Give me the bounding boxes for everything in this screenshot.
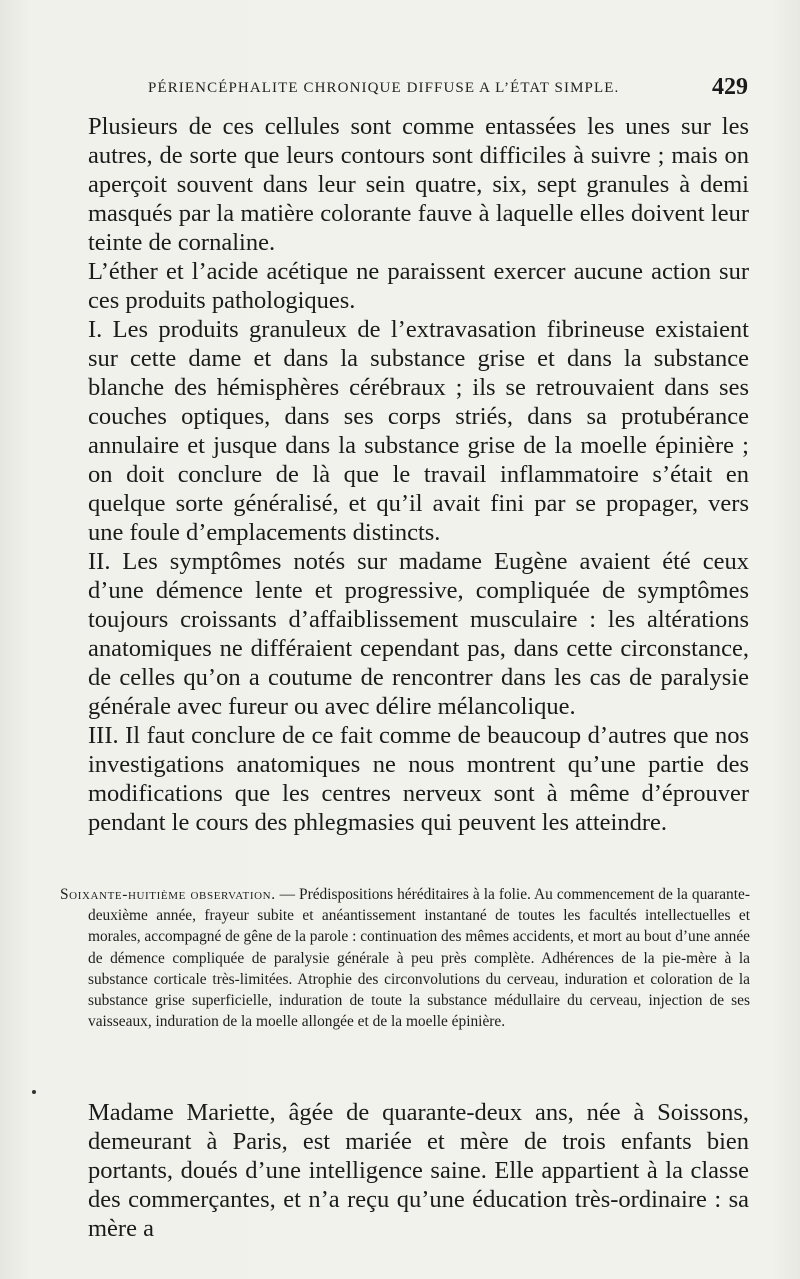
paragraph-3: I. Les produits granuleux de l’extravasation fibrineuse existaient sur cette dame et dans la substance grise et dans la substance blanche des hémisphères cérébraux ; ils se retrouvaient dans ses couches optiques, dans ses corps striés, dans sa protubérance annulaire et jusque dans la substance grise de la moelle épinière ; on doit conclure de là que le travail inflammatoire s’était en quelque sorte généralisé, et qu’il avait fini par se propager, vers une foule d’emplacements distincts.: [88, 316, 749, 546]
observation-summary: [60, 884, 750, 1032]
paragraph-1: Plusieurs de ces cellules sont comme entassées les unes sur les autres, de sorte que leurs contours sont difficiles à suivre ; mais on aperçoit souvent dans leur sein quatre, six, sept granules à demi masqués par la matière colorante fauve à laquelle elles doivent leur teinte de cornaline.: [88, 113, 749, 256]
paragraph-5: III. Il faut conclure de ce fait comme de beaucoup d’autres que nos investigations anatomiques ne nous montrent qu’une partie des modifications que les centres nerveux sont à même d’éprouver pendant le cours des phlegmasies qui peuvent les atteindre.: [88, 722, 749, 836]
main-text: [88, 112, 749, 837]
observation-heading: Soixante-huitième observation.: [60, 886, 276, 903]
running-title: PÉRIENCÉPHALITE CHRONIQUE DIFFUSE A L’ÉTAT SIMPLE.: [148, 80, 620, 96]
paragraph-2: L’éther et l’acide acétique ne paraissent exercer aucune action sur ces produits pathologiques.: [88, 258, 749, 314]
page-header: [148, 76, 748, 102]
observation-text: — Prédispositions héréditaires à la folie. Au commencement de la quarante-deuxième année, frayeur subite et anéantissement instantané de toutes les facultés intellectuelles et morales, accompagné de gêne de la parole : continuation des mêmes accidents, et mort au bout d’une année de démence compliquée de paralysie générale à peu près complète. Adhérences de la pie-mère à la substance corticale très-limitées. Atrophie des circonvolutions du cerveau, induration et coloration de la substance grise superficielle, induration de toute la substance médullaire du cerveau, injection de ses vaisseaux, induration de la moelle allongée et de la moelle épinière.: [88, 886, 750, 1031]
continuation-text: [88, 1098, 749, 1243]
paragraph-4: II. Les symptômes notés sur madame Eugène avaient été ceux d’une démence lente et progressive, compliquée de symptômes toujours croissants d’affaiblissement musculaire : les altérations anatomiques ne différaient cependant pas, dans cette circonstance, de celles qu’on a coutume de rencontrer dans les cas de paralysie générale avec fureur ou avec délire mélancolique.: [88, 548, 749, 720]
observation-paragraph: [60, 884, 750, 1032]
page-number: 429: [712, 74, 748, 100]
final-paragraph: Madame Mariette, âgée de quarante-deux ans, née à Soissons, demeurant à Paris, est mariée et mère de trois enfants bien portants, doués d’une intelligence saine. Elle appartient à la classe des commerçantes, et n’a reçu qu’une éducation très-ordinaire : sa mère a: [88, 1099, 749, 1242]
margin-mark: [32, 1090, 36, 1094]
